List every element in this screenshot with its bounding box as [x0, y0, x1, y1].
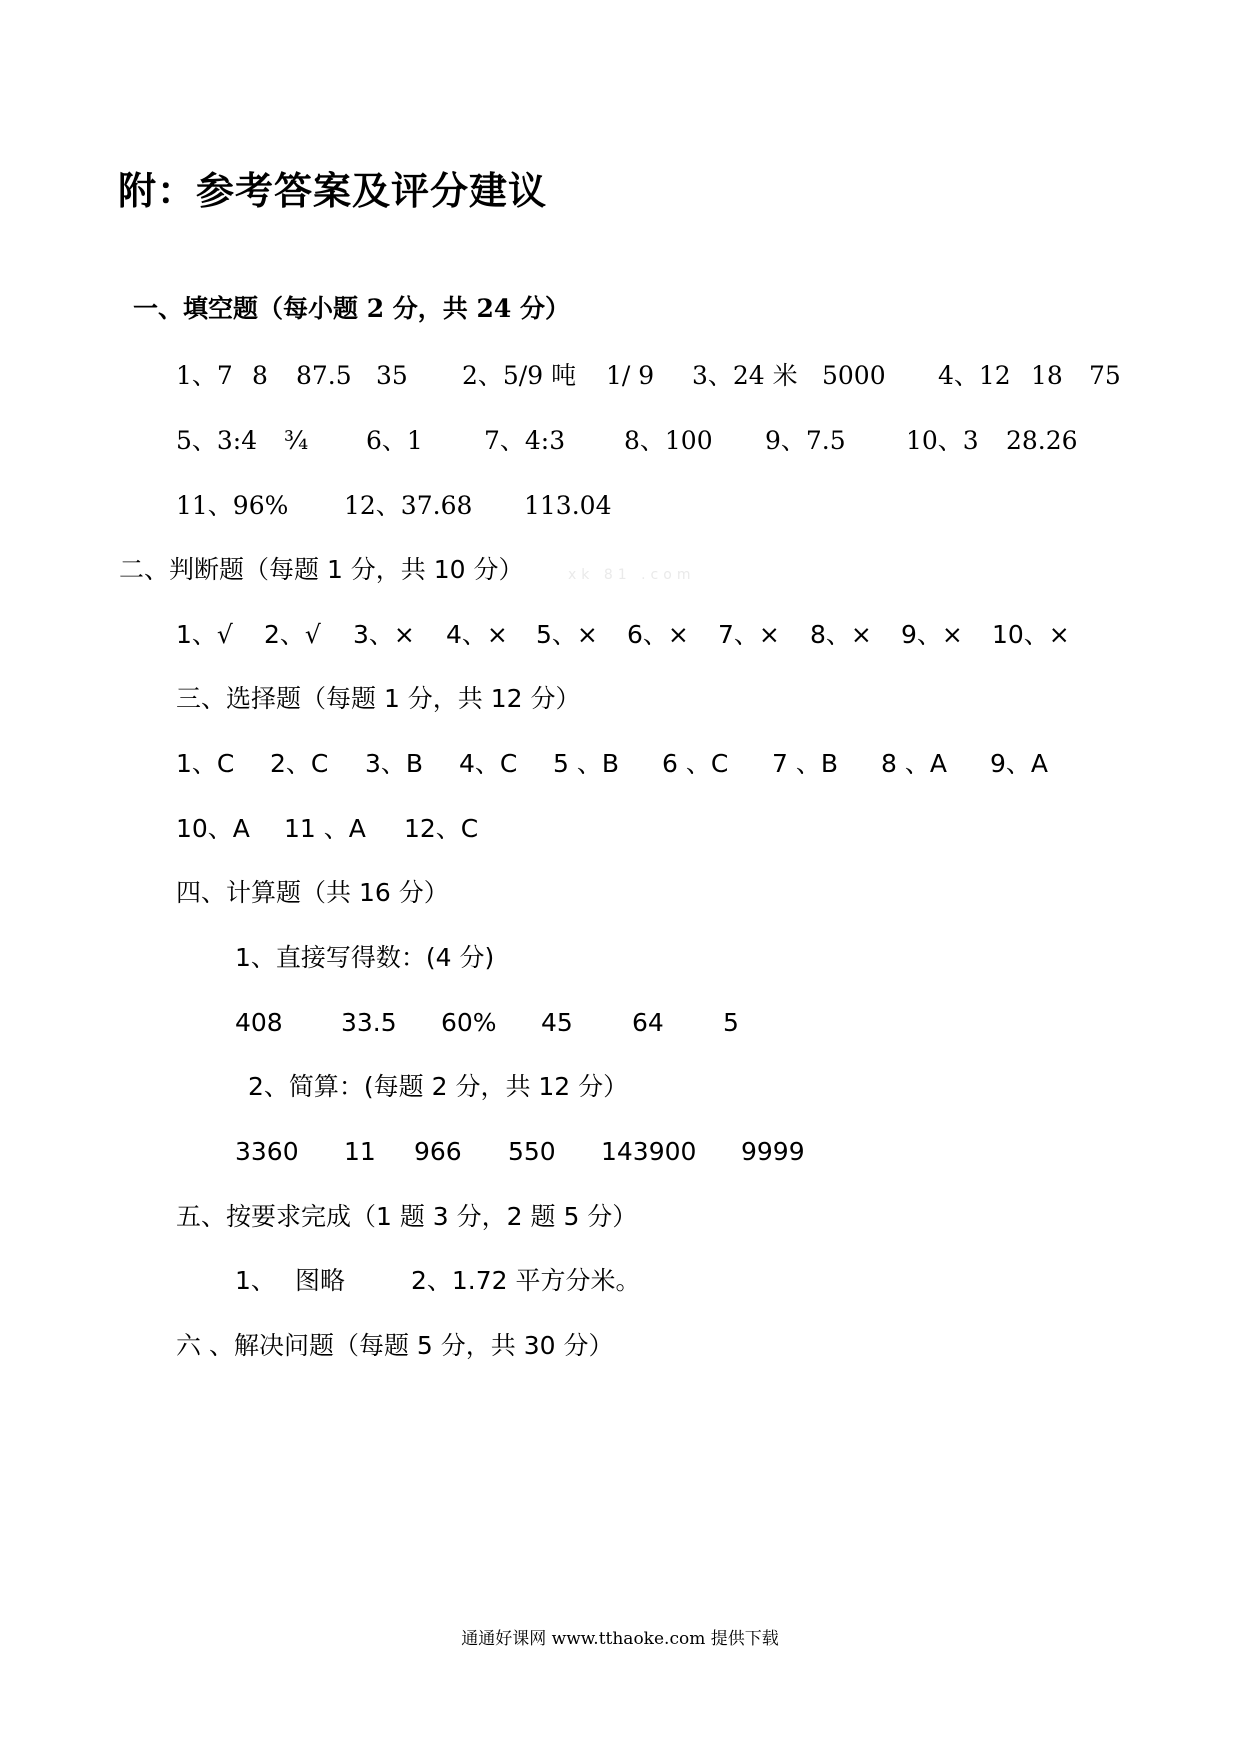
answer-cell: 图略 — [295, 1266, 346, 1295]
answer-cell: 12、C — [404, 814, 479, 843]
answer-cell: 1、 — [235, 1266, 276, 1295]
answer-cell: 1/ 9 — [606, 361, 655, 390]
answer-cell: 143900 — [601, 1137, 697, 1166]
answer-cell: 3、B — [365, 749, 424, 778]
page-title: 附：参考答案及评分建议 — [118, 168, 548, 213]
answer-cell: 9、7.5 — [765, 426, 846, 455]
watermark: xk 81 .com — [568, 567, 696, 583]
answer-cell: 2、C — [270, 749, 329, 778]
answer-cell: 3360 — [235, 1137, 299, 1166]
answer-cell: 12、37.68 — [344, 491, 473, 520]
answer-cell: 6、1 — [366, 426, 423, 455]
answer-cell: 5、× — [536, 620, 598, 649]
answer-cell: 87.5 — [296, 361, 352, 390]
answer-cell: 3、× — [353, 620, 415, 649]
answer-cell: ¾ — [284, 426, 309, 455]
answer-cell: 45 — [541, 1008, 573, 1037]
answer-cell: 35 — [376, 361, 408, 390]
answer-cell: 9、A — [990, 749, 1049, 778]
answer-cell: 18 — [1031, 361, 1063, 390]
answer-cell: 10、A — [176, 814, 250, 843]
answer-cell: 113.04 — [524, 491, 612, 520]
answer-cell: 8 、A — [881, 749, 947, 778]
answer-cell: 33.5 — [341, 1008, 397, 1037]
answer-cell: 2、1.72 平方分米。 — [411, 1266, 641, 1295]
answer-cell: 11 — [344, 1137, 376, 1166]
answer-cell: 5 、B — [553, 749, 620, 778]
section6-heading: 六 、解决问题（每题 5 分，共 30 分） — [176, 1331, 614, 1360]
answer-cell: 10、× — [992, 620, 1070, 649]
answer-cell: 60% — [441, 1008, 497, 1037]
answer-cell: 2、5/9 吨 — [462, 361, 577, 390]
answer-cell: 4、× — [446, 620, 508, 649]
answer-cell: 2、√ — [264, 620, 321, 649]
answer-cell: 408 — [235, 1008, 283, 1037]
answer-cell: 7 、B — [772, 749, 839, 778]
section4-part1-label: 1、直接写得数：(4 分) — [235, 943, 495, 972]
answer-cell: 5 — [723, 1008, 739, 1037]
answer-cell: 75 — [1089, 361, 1121, 390]
answer-cell: 966 — [414, 1137, 462, 1166]
answer-cell: 28.26 — [1006, 426, 1078, 455]
answer-cell: 3、24 米 — [692, 361, 798, 390]
answer-cell: 8 — [252, 361, 268, 390]
section1-heading: 一、填空题（每小题 2 分，共 24 分） — [133, 294, 571, 323]
answer-cell: 5、3:4 — [176, 426, 258, 455]
section3-heading: 三、选择题（每题 1 分，共 12 分） — [176, 684, 581, 713]
answer-cell: 7、4:3 — [484, 426, 566, 455]
answer-cell: 8、100 — [624, 426, 713, 455]
answer-cell: 7、× — [718, 620, 780, 649]
footer-credit: 通通好课网 www.tthaoke.com 提供下载 — [461, 1629, 779, 1649]
section2-heading: 二、判断题（每题 1 分，共 10 分） — [119, 555, 524, 584]
answer-cell: 4、C — [459, 749, 518, 778]
answer-cell: 5000 — [822, 361, 886, 390]
section4-part2-label: 2、简算：(每题 2 分，共 12 分） — [248, 1072, 629, 1101]
answer-cell: 9、× — [901, 620, 963, 649]
section5-heading: 五、按要求完成（1 题 3 分，2 题 5 分） — [176, 1202, 638, 1231]
answer-cell: 9999 — [741, 1137, 805, 1166]
answer-cell: 1、C — [176, 749, 235, 778]
answer-cell: 550 — [508, 1137, 556, 1166]
answer-cell: 11、96% — [176, 491, 289, 520]
answer-cell: 1、7 — [176, 361, 233, 390]
answer-cell: 6、× — [627, 620, 689, 649]
answer-cell: 6 、C — [662, 749, 729, 778]
answer-cell: 1、√ — [176, 620, 233, 649]
answer-cell: 11 、A — [284, 814, 366, 843]
answer-cell: 4、12 — [938, 361, 1011, 390]
answer-cell: 10、3 — [906, 426, 979, 455]
answer-cell: 8、× — [810, 620, 872, 649]
section4-heading: 四、计算题（共 16 分） — [176, 878, 449, 907]
answer-cell: 64 — [632, 1008, 664, 1037]
